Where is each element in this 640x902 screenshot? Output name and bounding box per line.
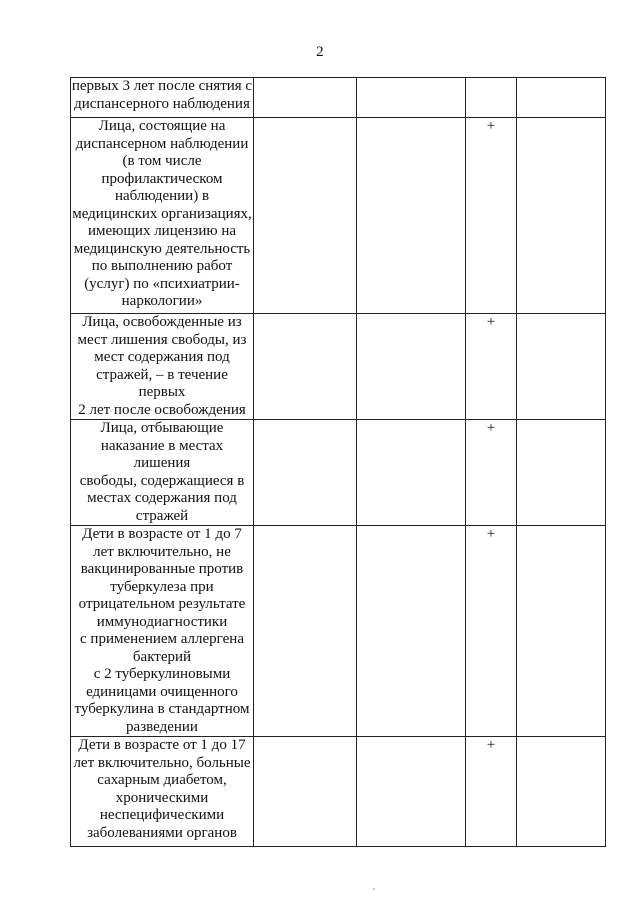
row-label: Дети в возрасте от 1 до 7 лет включительно, не вакцинированные против туберкулеза при отрицательном результате иммунодиагностики с применением аллергена бактерий с 2 туберкулиновыми единицами очищенного туберкулина в стандартном разведении bbox=[71, 526, 254, 737]
table-cell bbox=[357, 314, 466, 420]
plus-mark-cell: + bbox=[466, 526, 517, 737]
row-label: Дети в возрасте от 1 до 17 лет включительно, больные сахарным диабетом, хроническими неспецифическими заболеваниями органов bbox=[71, 737, 254, 847]
table-cell bbox=[254, 526, 357, 737]
screening-table bbox=[70, 77, 606, 847]
table-cell bbox=[357, 526, 466, 737]
table-cell bbox=[357, 737, 466, 847]
row-label: первых 3 лет после снятия с диспансерного наблюдения bbox=[71, 78, 254, 118]
table-cell bbox=[254, 420, 357, 526]
plus-mark-cell: + bbox=[466, 118, 517, 314]
table-row bbox=[71, 420, 606, 526]
table-row bbox=[71, 526, 606, 737]
table-cell bbox=[517, 420, 606, 526]
table-cell bbox=[517, 314, 606, 420]
table-cell bbox=[517, 737, 606, 847]
table-cell bbox=[517, 118, 606, 314]
table-row bbox=[71, 78, 606, 118]
row-label: Лица, отбывающие наказание в местах лишения свободы, содержащиеся в местах содержания под стражей bbox=[71, 420, 254, 526]
table-cell bbox=[517, 78, 606, 118]
table-cell bbox=[357, 78, 466, 118]
table-cell bbox=[517, 526, 606, 737]
table-cell bbox=[357, 420, 466, 526]
table-cell bbox=[357, 118, 466, 314]
plus-mark-cell bbox=[466, 78, 517, 118]
page-number: 2 bbox=[316, 44, 324, 60]
table-row bbox=[71, 737, 606, 847]
row-label: Лица, освобожденные из мест лишения свободы, из мест содержания под стражей, – в течение первых 2 лет после освобождения bbox=[71, 314, 254, 420]
table-cell bbox=[254, 737, 357, 847]
table-row bbox=[71, 314, 606, 420]
plus-mark-cell: + bbox=[466, 314, 517, 420]
table-cell bbox=[254, 118, 357, 314]
plus-mark-cell: + bbox=[466, 420, 517, 526]
scan-speck bbox=[373, 888, 375, 890]
table-row bbox=[71, 118, 606, 314]
row-label: Лица, состоящие на диспансерном наблюдении (в том числе профилактическом наблюдении) в медицинских организациях, имеющих лицензию на медицинскую деятельность по выполнению работ (услуг) по «психиатрии- наркологии» bbox=[71, 118, 254, 314]
table-cell bbox=[254, 78, 357, 118]
plus-mark-cell: + bbox=[466, 737, 517, 847]
table-cell bbox=[254, 314, 357, 420]
